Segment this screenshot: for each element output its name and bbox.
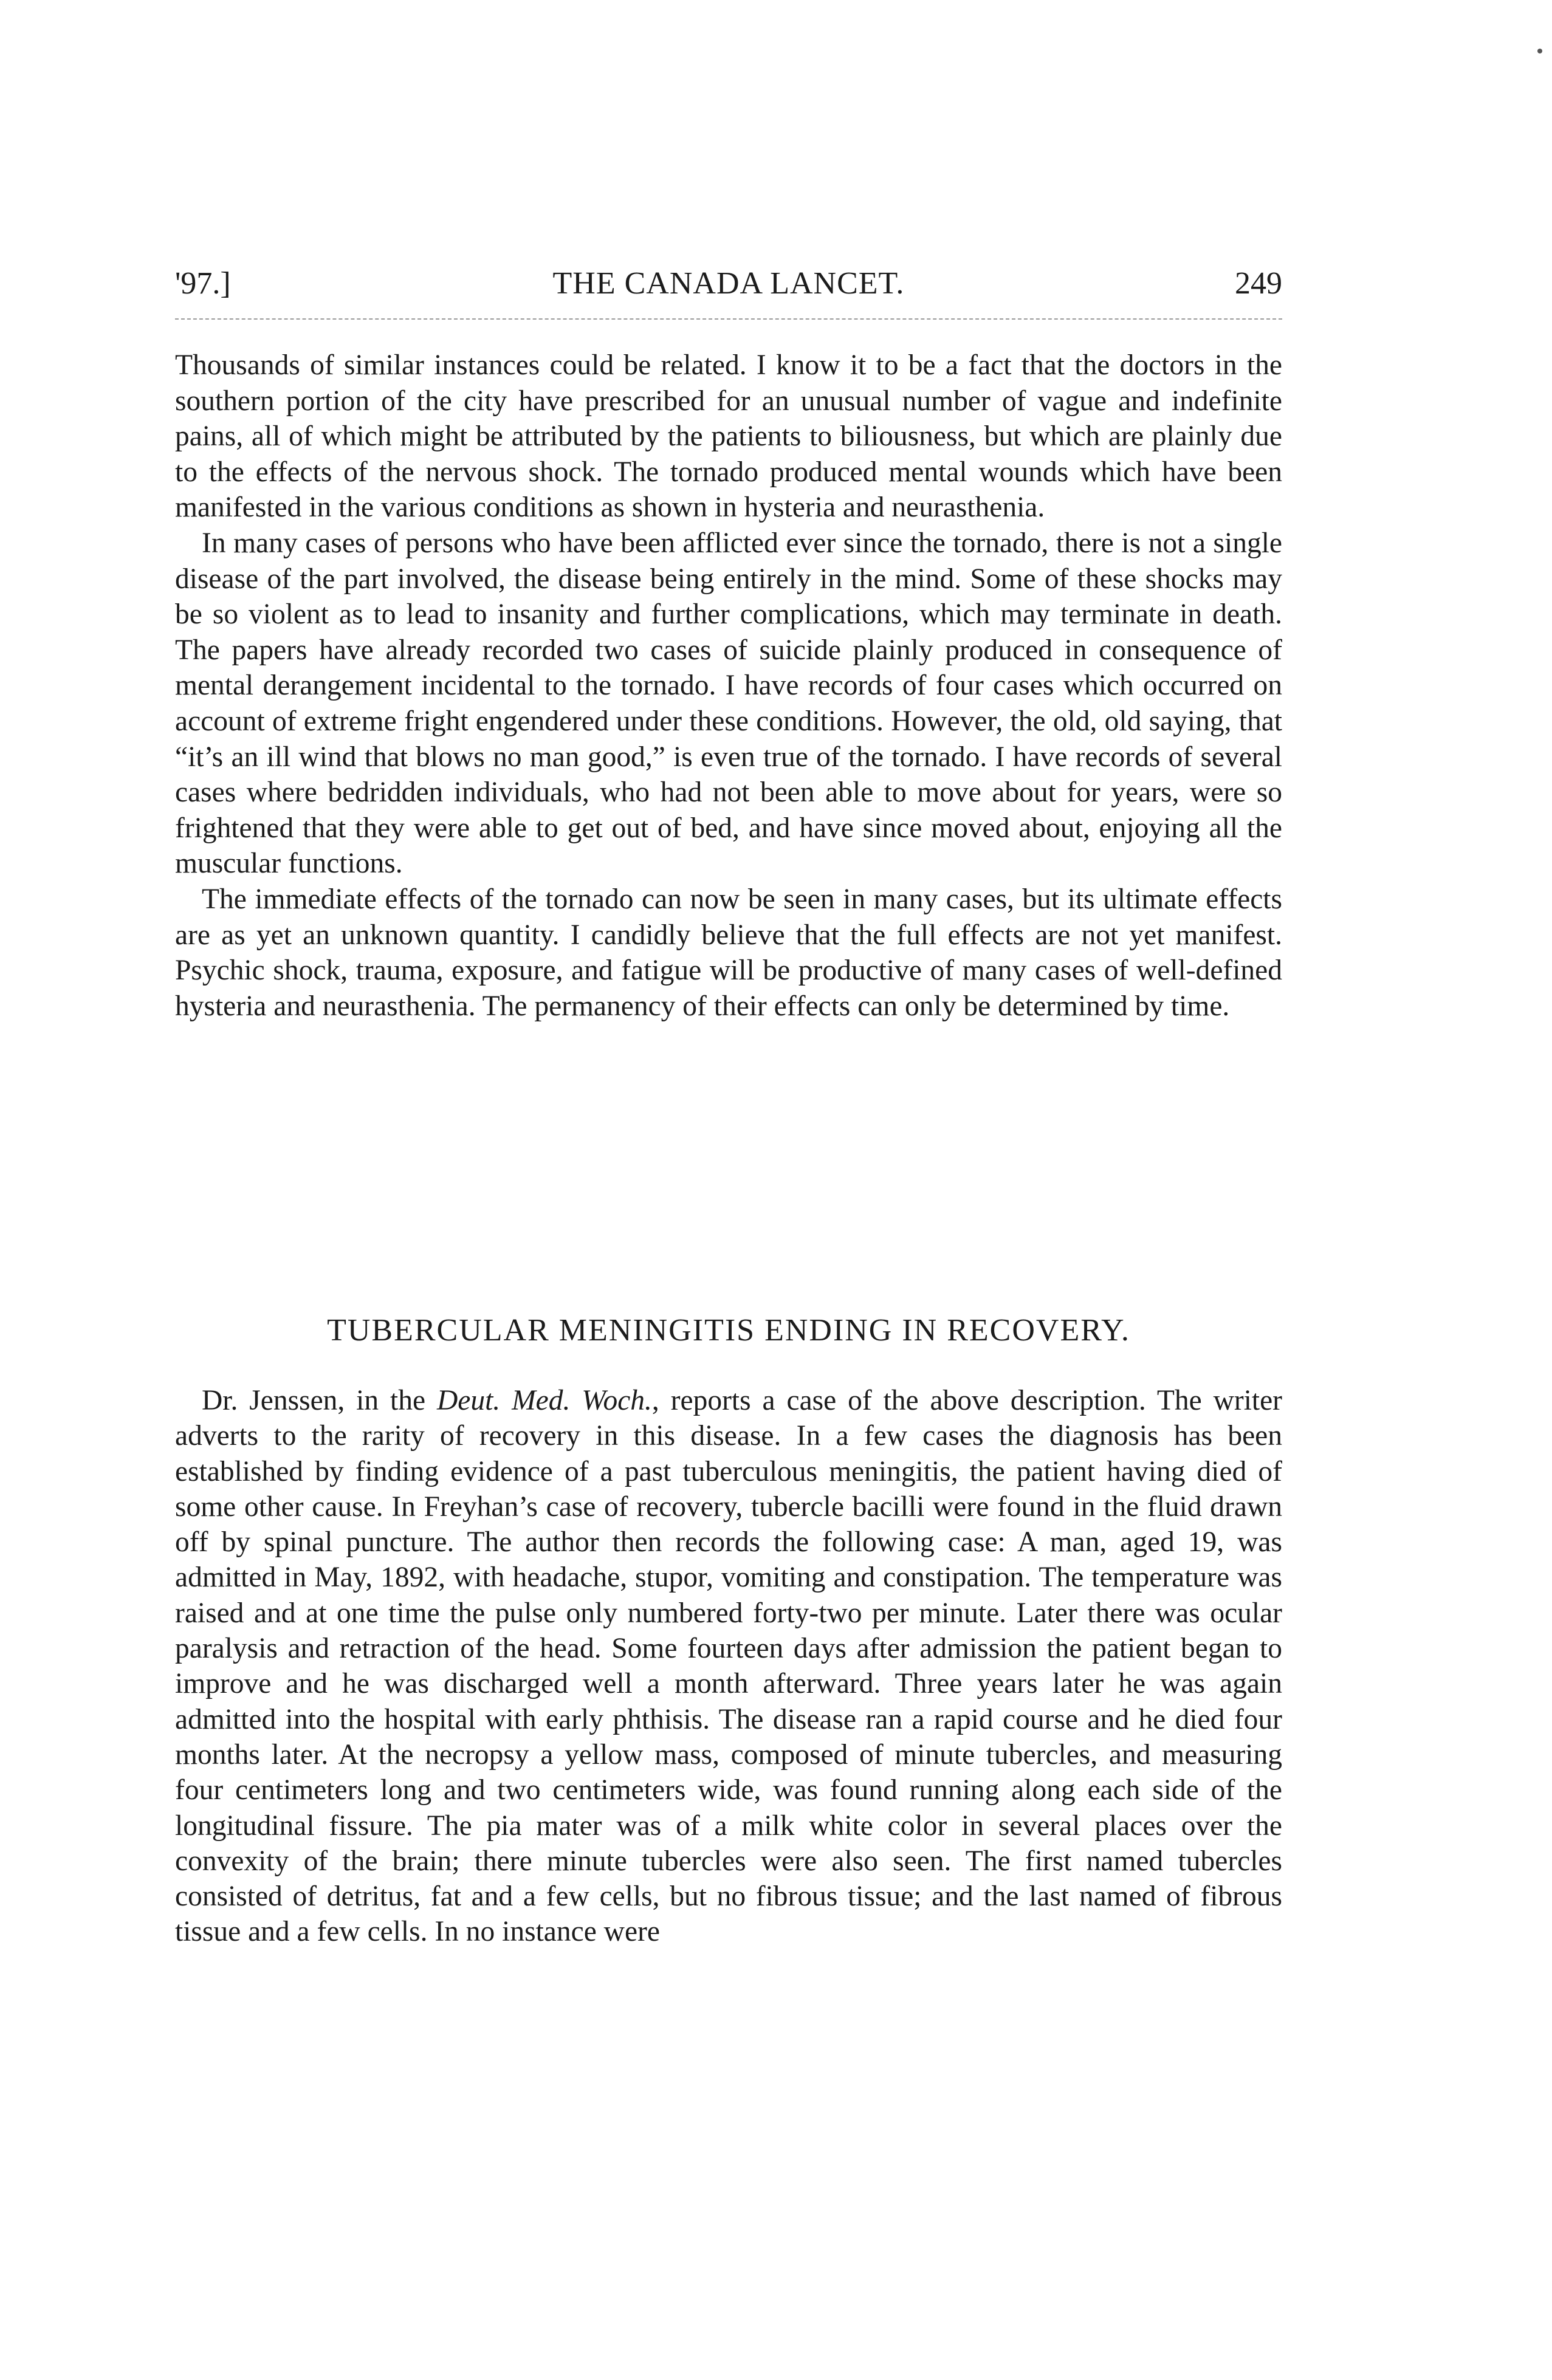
header-journal-title: THE CANADA LANCET. — [552, 266, 905, 301]
margin-speck — [1537, 49, 1542, 53]
case-text: , reports a case of the above description. The writer adverts to the rarity of recovery in this disease. In a few cases the diagnosis has been established by finding evidence of a past tuberculous meningitis, the patient having died of some other cause. In Freyhan’s case of recovery, tubercle bacilli were found in the fluid drawn off by spinal puncture. The author then records the following case: A man, aged 19, was admitted in May, 1892, with headache, stupor, vomiting and constipation. The temperature was raised and at one time the pulse only numbered forty-two per minute. Later there was ocular paralysis and retraction of the head. Some fourteen days after admission the patient began to improve and he was discharged well a month afterward. Three years later he was again admitted into the hospital with early phthisis. The disease ran a rapid course and he died four months later. At the necropsy a yellow mass, composed of minute tubercles, and measuring four centimeters long and two centimeters wide, was found running along each side of the longitudinal fissure. The pia mater was of a milk white color in several places over the convexity of the brain; there minute tubercles were also seen. The first named tubercles consisted of detritus, fat and a few cells, but no fibrous tissue; and the last named of fibrous tissue and a few cells. In no instance were — [175, 1385, 1282, 1948]
paragraph-thousands: Thousands of similar instances could be related. I know it to be a fact that the doctors in the southern portion of the city have prescribed for an unusual number of vague and indefinite pains, all of which might be attributed by the patients to biliousness, but which are plainly due to the effects of the nervous shock. The tornado produced mental wounds which have been manifested in the various conditions as shown in hysteria and neurasthenia. — [175, 349, 1282, 524]
section-body — [175, 1383, 1282, 1950]
paragraph-immediate-effects: The immediate effects of the tornado can now be seen in many cases, but its ultimate effects are as yet an unknown quantity. I candidly believe that the full effects are not yet manifest. Psychic shock, trauma, exposure, and fatigue will be productive of many cases of well-defined hysteria and neurasthenia. The permanency of their effects can only be determined by time. — [175, 883, 1282, 1022]
page-number: 249 — [1235, 266, 1282, 301]
journal-name: Deut. Med. Woch. — [436, 1385, 652, 1416]
paragraph-many-cases: In many cases of persons who have been afflicted ever since the tornado, there is not a single disease of the part involved, the disease being entirely in the mind. Some of these shocks may be so violent as to lead to insanity and further complications, which may terminate in death. The papers have already recorded two cases of suicide plainly produced in consequence of mental derangement incidental to the tornado. I have records of four cases which occurred on account of extreme fright engendered under these conditions. However, the old, old saying, that “it’s an ill wind that blows no man good,” is even true of the tornado. I have records of several cases where bedridden individuals, who had not been able to move about for years, were so frightened that they were able to get out of bed, and have since moved about, enjoying all the muscular functions. — [175, 527, 1282, 880]
paragraph-jenssen-case — [175, 1383, 1282, 1950]
section-heading: TUBERCULAR MENINGITIS ENDING IN RECOVERY. — [327, 1313, 1130, 1348]
header-rule — [175, 318, 1282, 320]
article-continuation — [175, 348, 1282, 1024]
intro-text: Dr. Jenssen, in the — [202, 1385, 437, 1416]
header-volume-year: '97.] — [175, 266, 231, 301]
running-header — [175, 262, 1282, 305]
